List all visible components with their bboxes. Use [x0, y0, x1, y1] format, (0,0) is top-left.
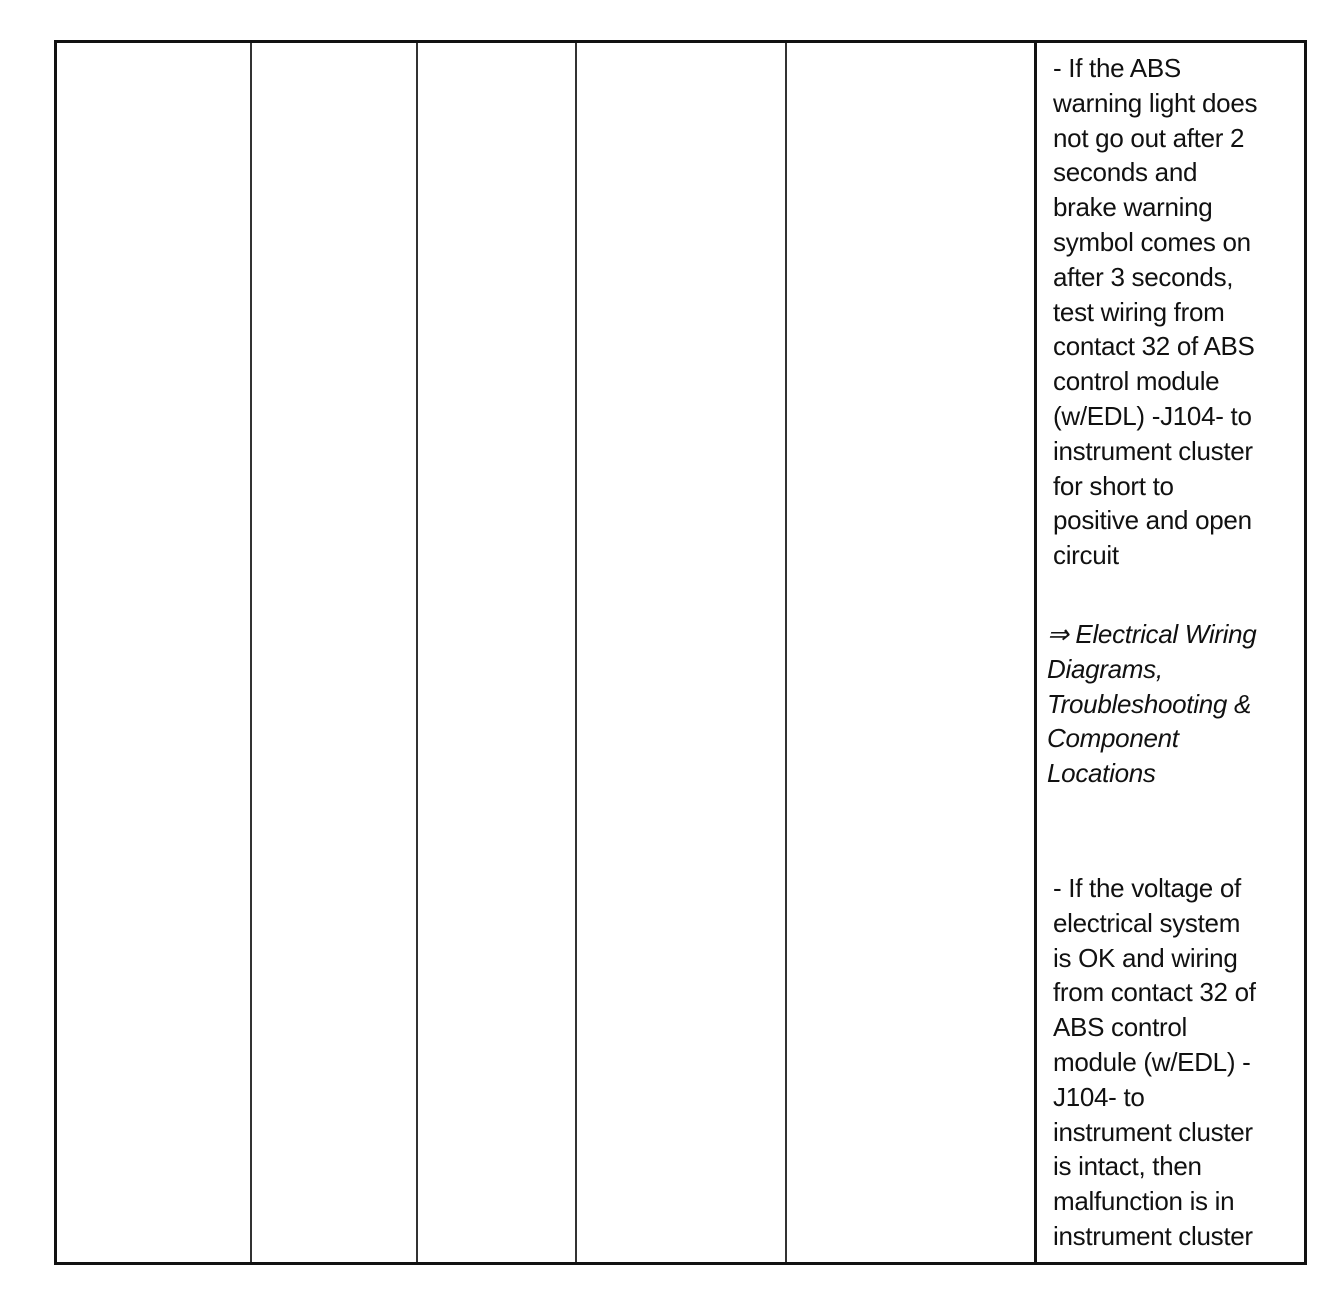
procedure-table [54, 40, 1307, 1265]
table-cell-empty [787, 43, 1037, 1262]
table-cell-empty [252, 43, 418, 1262]
notes-cell [1037, 43, 1304, 1262]
table-cell-empty [57, 43, 252, 1262]
voltage-check-note: - If the voltage of electrical system is OK and wiring from contact 32 of ABS control module (w/EDL) - J104- to instrument cluster is intact, then malfunction is in instrument cluster [1053, 872, 1256, 1251]
table-cell-empty [577, 43, 787, 1262]
wiring-diagrams-reference: ⇒ Electrical Wiring Diagrams, Troubleshooting & Component Locations [1047, 618, 1257, 789]
table-cell-empty [418, 43, 577, 1262]
abs-warning-light-note: - If the ABS warning light does not go out after 2 seconds and brake warning symbol comes on after 3 seconds, test wiring from contact 32 of ABS control module (w/EDL) -J104- to instrument cluster for short to positive and open circuit [1053, 53, 1258, 571]
